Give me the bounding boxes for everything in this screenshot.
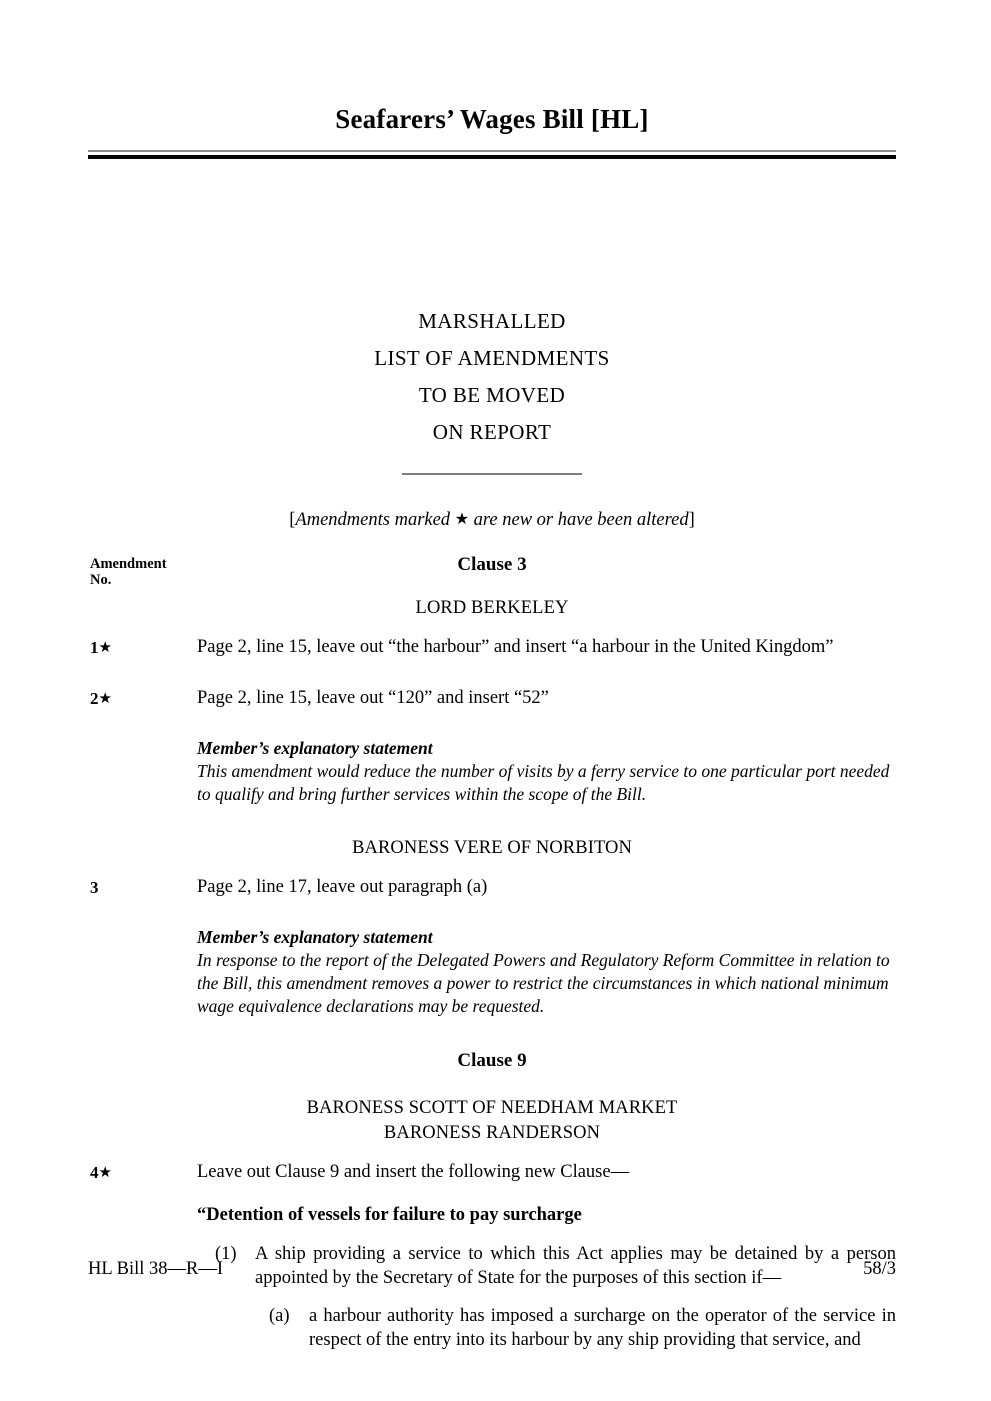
spacer [88,1290,896,1304]
page-title: Seafarers’ Wages Bill [HL] [335,104,649,134]
amendment-text-2: Page 2, line 15, leave out “120” and insert “52” [197,688,549,708]
explanatory-statement-1-body: This amendment would reduce the number of visits by a ferry service to one particular port needed to qualify and bring further services within the scope of the Bill. [197,761,890,804]
spacer [88,578,896,596]
amendment-text-4: Leave out Clause 9 and insert the following new Clause— [197,1162,630,1182]
sponsor-baroness-vere: BARONESS VERE OF NORBITON [352,838,632,858]
amendment-1-number-value: 1 [90,638,99,657]
heading-separator-rule [402,473,582,475]
sponsor-lord-berkeley: LORD BERKELEY [415,598,569,618]
marshalled-heading-block [88,303,896,475]
explanatory-statement-2-body: In response to the report of the Delegated Powers and Regulatory Reform Committee in relation to the Bill, this amendment removes a power to restrict the circumstances in which national minimum wage equivalence declarations may be requested. [197,950,890,1016]
heading-separator-wrap [88,473,896,475]
title-double-rule [88,150,896,159]
amendment-text-3: Page 2, line 17, leave out paragraph (a) [197,877,488,897]
amendment-3-number-value: 3 [90,878,99,897]
amendment-row-2 [88,686,896,711]
paragraph-text-1a: a harbour authority has imposed a surcharge on the operator of the service in respect of the entry into its harbour by any ship providing that service, and [309,1306,896,1350]
heading-line-1: MARSHALLED [418,309,566,333]
spacer [88,1018,896,1048]
star-icon: ★ [454,511,470,528]
title-rule-thick [88,155,896,159]
amendments-marked-note [88,509,896,531]
amendment-number-2 [90,686,185,712]
explanatory-statement-2 [197,926,896,1018]
heading-line-4: ON REPORT [432,420,552,444]
sponsor-baroness-randerson: BARONESS RANDERSON [383,1123,601,1143]
heading-line-2: LIST OF AMENDMENTS [374,346,610,370]
spacer [88,660,896,686]
clause-heading-9: Clause 9 [457,1050,527,1071]
amendment-2-number-value: 2 [90,689,99,708]
amendment-row-3 [88,875,896,900]
star-icon: ★ [98,640,112,656]
heading-line-3: TO BE MOVED [418,383,566,407]
footer-page-number: 58/3 [863,1259,896,1279]
new-clause-paragraph-1a [255,1304,896,1352]
amendment-row-1 [88,635,896,660]
spacer [88,861,896,875]
star-icon: ★ [98,1165,112,1181]
new-clause-title: “Detention of vessels for failure to pay surcharge [197,1205,582,1225]
note-text-before-star: Amendments marked [295,510,455,530]
column-label-line-2: No. [90,572,112,588]
spacer [88,621,896,635]
amendment-row-4 [88,1160,896,1185]
paragraph-text-1: A ship providing a service to which this Act applies may be detained by a person appointed by the Secretary of State for the purposes of this section if— [255,1244,896,1288]
paragraph-marker-1: (1) [215,1244,237,1264]
amendment-number-3 [90,875,185,901]
spacer [88,900,896,926]
paragraph-marker-1a: (a) [269,1306,290,1326]
footer-bill-reference: HL Bill 38—R—I [88,1259,223,1279]
spacer [88,1146,896,1160]
amendment-4-number-value: 4 [90,1163,99,1182]
amendment-number-4 [90,1160,185,1186]
note-close-bracket: ] [688,510,695,530]
spacer [88,806,896,836]
amendment-number-1 [90,635,185,661]
note-open-bracket: [ [289,510,296,530]
column-label-line-1: Amendment [90,556,167,572]
sponsor-baroness-scott: BARONESS SCOTT OF NEEDHAM MARKET [306,1098,678,1118]
spacer [88,1185,896,1203]
amendment-text-1: Page 2, line 15, leave out “the harbour” and insert “a harbour in the United Kingdom” [197,637,834,657]
title-block [88,104,896,159]
explanatory-statement-1 [197,737,896,806]
spacer [88,1228,896,1242]
page-footer [88,1259,896,1280]
note-text-after-star: are new or have been altered [469,510,689,530]
clause-heading-3: Clause 3 [457,554,527,575]
amendments-body [88,552,896,1352]
explanatory-statement-2-heading: Member’s explanatory statement [197,927,433,947]
star-icon: ★ [98,691,112,707]
spacer [88,711,896,737]
explanatory-statement-1-heading: Member’s explanatory statement [197,738,433,758]
spacer [88,1074,896,1096]
